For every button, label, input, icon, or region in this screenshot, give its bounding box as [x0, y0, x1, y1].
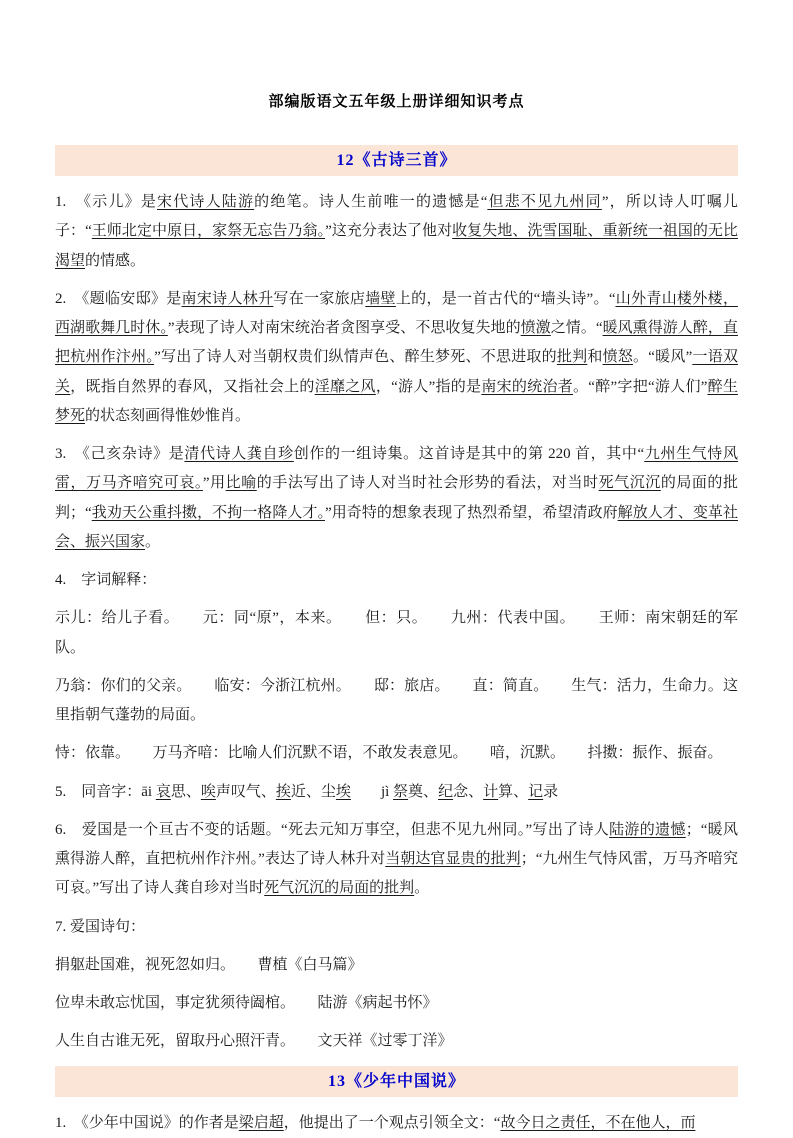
underlined-text: 南宋的统治者: [481, 378, 573, 395]
paragraph: [55, 739, 738, 768]
paragraph: [55, 440, 738, 557]
underlined-text: 愤激: [520, 320, 551, 337]
underlined-text: 我劝天公重抖擞，不拘一格降人才。: [91, 504, 326, 521]
text-segment: 之情。“: [550, 320, 603, 337]
section-header: 13《少年中国说》: [55, 1066, 738, 1097]
underlined-text: 计: [483, 783, 499, 800]
text-segment: 近、尘: [290, 783, 336, 800]
underlined-text: 梁启超: [238, 1114, 284, 1131]
text-segment: 的手法写出了诗人对当时社会形势的看法，对当时: [256, 475, 599, 492]
underlined-text: 山外青山楼外楼，西湖歌舞几时休。: [55, 290, 738, 337]
text-segment: 和: [587, 349, 603, 366]
text-segment: 7. 爱国诗句：: [55, 918, 146, 935]
text-segment: 奠、: [408, 783, 439, 800]
underlined-text: 哀: [155, 783, 171, 800]
text-segment: 乃翁：你们的父亲。 临安：今浙江杭州。 邸：旅店。 直：简直。 生气：活力，生命力。这里指朝气蓬勃的局面。: [55, 677, 738, 724]
text-segment: 录: [543, 783, 559, 800]
underlined-text: 收复失地、洗雪国耻、重新统一祖国的无比渴望: [55, 223, 738, 269]
underlined-text: 纪: [438, 783, 454, 800]
underlined-text: 但悲不见九州同: [487, 194, 602, 211]
text-segment: ”用: [202, 475, 226, 492]
text-segment: ，“游人”指的是: [375, 378, 482, 395]
underlined-text: 淫靡之风: [314, 378, 376, 395]
paragraph: [55, 913, 738, 942]
underlined-text: 解放人才、变革社会、振兴国家: [55, 504, 738, 550]
text-segment: 1. 《少年中国说》的作者是: [55, 1114, 239, 1131]
paragraph: [55, 951, 738, 980]
document-body: [55, 145, 738, 1138]
text-segment: 声叹气、: [215, 783, 276, 800]
text-segment: ”写出了诗人对当朝权贵们纵情声色、醉生梦死、不思进取的: [154, 349, 557, 366]
text-segment: jì: [350, 783, 394, 800]
paragraph: [55, 1027, 738, 1056]
underlined-text: 死气沉沉: [598, 475, 661, 492]
text-segment: 算、: [498, 783, 529, 800]
paragraph: [55, 1109, 738, 1138]
paragraph: [55, 989, 738, 1018]
paragraph: [55, 816, 738, 904]
underlined-text: 比喻: [225, 475, 257, 492]
text-segment: 的状态刻画得惟妙惟肖。: [85, 407, 251, 424]
text-segment: 捐躯赴国难，视死忽如归。 曹植《白马篇》: [55, 956, 363, 973]
underlined-text: 唉: [200, 783, 216, 800]
text-segment: 6. 爱国是一个亘古不变的话题。“死去元知万事空，但悲不见九州同。”写出了诗人: [55, 821, 610, 838]
text-segment: 念、: [453, 783, 484, 800]
underlined-text: 当朝达官显贵的批判: [385, 851, 521, 868]
underlined-text: 一语双关: [55, 349, 738, 395]
underlined-text: 宋代诗人陆游: [157, 194, 255, 211]
underlined-text: 南宋诗人林升: [181, 290, 274, 307]
paragraph: [55, 604, 738, 663]
underlined-text: 暖风熏得游人醉，直把杭州作汴州。: [55, 320, 738, 366]
text-segment: ”表现了诗人对南宋统治者贪图享受、不思收复失地的: [167, 320, 521, 337]
underlined-text: 陆游的遗憾: [609, 821, 686, 838]
underlined-text: 记: [528, 783, 544, 800]
text-segment: 。“醉”字把“游人们”: [573, 378, 708, 395]
text-segment: 的情感。: [85, 252, 146, 269]
text-segment: ”这充分表达了他对: [325, 223, 453, 240]
underlined-text: 墙壁: [365, 290, 396, 307]
underlined-text: 九州生气恃风雷，万马齐喑究可哀。: [55, 446, 738, 492]
underlined-text: 批判: [556, 349, 588, 366]
text-segment: 思、: [170, 783, 201, 800]
text-segment: 创作的一组诗集。这首诗是其中的第 220 首，其中“: [293, 446, 645, 463]
underlined-text: 埃: [335, 783, 351, 800]
text-segment: 4. 字词解释：: [55, 572, 157, 589]
underlined-text: 祭: [393, 783, 409, 800]
text-segment: 人生自古谁无死，留取丹心照汗青。 文天祥《过零丁洋》: [55, 1033, 453, 1050]
text-segment: 的绝笔。诗人生前唯一的遗憾是“: [254, 194, 488, 211]
text-segment: 恃：依靠。 万马齐喑：比喻人们沉默不语，不敢发表意见。 喑，沉默。 抖擞：振作、振奋。: [55, 745, 723, 762]
underlined-text: 醉生梦死: [55, 378, 738, 424]
paragraph: [55, 566, 738, 595]
underlined-text: 清代诗人龚自珍: [184, 446, 294, 463]
section-header: 12《古诗三首》: [55, 145, 738, 176]
text-segment: 。: [145, 533, 161, 550]
paragraph: [55, 672, 738, 731]
text-segment: ；“暖风熏得游人醉，直把杭州作汴州。”表达了诗人林升对: [55, 821, 738, 868]
underlined-text: 愤怒: [602, 349, 634, 366]
text-segment: ；“九州生气恃风雷，万马齐喑究可哀。”写出了诗人龚自珍对当时: [55, 851, 738, 897]
text-segment: 位卑未敢忘忧国，事定犹须待阖棺。 陆游《病起书怀》: [55, 995, 438, 1012]
text-segment: 写在一家旅店: [273, 290, 366, 307]
underlined-text: 故今日之责任，不在他人，而: [500, 1114, 696, 1131]
text-segment: 示儿：给儿子看。 元：同“原”，本来。 但：只。 九州：代表中国。 王师：南宋朝廷的军队。: [55, 610, 738, 656]
text-segment: ，既指自然界的春风，又指社会上的: [70, 378, 315, 395]
page-title: 部编版语文五年级上册详细知识考点: [268, 94, 525, 110]
paragraph: [55, 778, 738, 807]
underlined-text: 王师北定中原日，家祭无忘告乃翁。: [91, 223, 326, 240]
text-segment: ，他提出了一个观点引领全文：“: [283, 1114, 501, 1131]
text-segment: 1. 《示儿》是: [55, 194, 158, 211]
underlined-text: 死气沉沉的局面的批判: [264, 880, 415, 897]
paragraph: [55, 188, 738, 276]
text-segment: 的局面的批判；“: [55, 475, 738, 521]
text-segment: 。: [414, 880, 430, 897]
text-segment: ”，所以诗人叮嘱儿子：“: [55, 194, 738, 240]
underlined-text: 挨: [275, 783, 291, 800]
text-segment: 。“暖风”: [633, 349, 693, 366]
text-segment: 3. 《己亥杂诗》是: [55, 446, 185, 463]
text-segment: 2. 《题临安邸》是: [55, 290, 182, 307]
paragraph: [55, 285, 738, 431]
text-segment: 上的，是一首古代的“墙头诗”。“: [395, 290, 616, 307]
text-segment: 5. 同音字：āi: [55, 783, 156, 800]
text-segment: ”用奇特的想象表现了热烈希望，希望清政府: [325, 504, 618, 521]
